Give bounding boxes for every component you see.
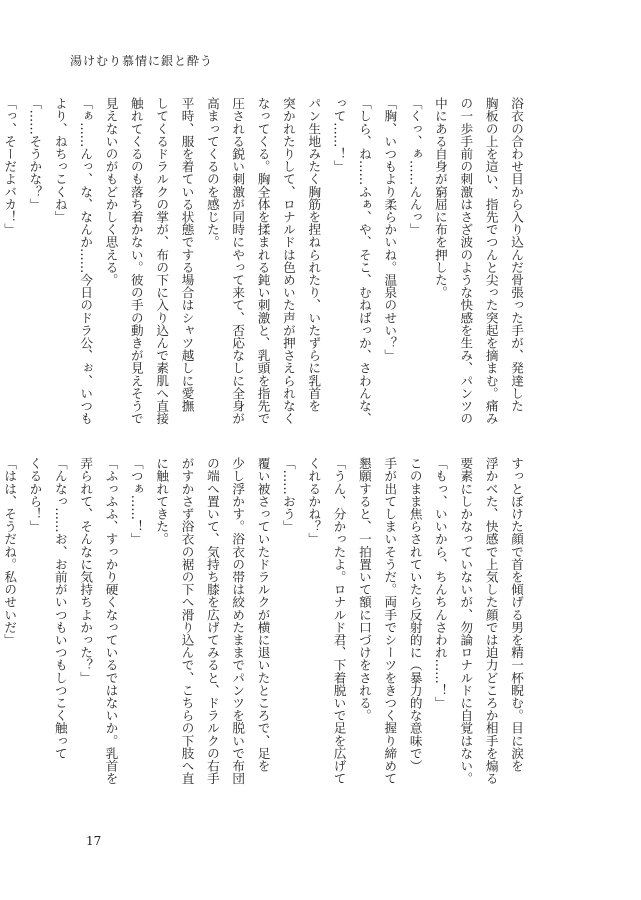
text-line: の端へ置いて、気持ち膝を広げてみると、ドラルクの右手 (204, 457, 220, 785)
text-line: 「ぁ……んっ、な、なんか……今日のドラ公、ぉ、いつも (78, 97, 94, 425)
running-head: 湯けむり慕情に銀と酔う (70, 54, 214, 68)
text-line: 懇願すると、一拍置いて額に口づけをされる。 (356, 457, 372, 722)
text-column-top (2, 97, 529, 425)
text-line: に触れてきた。 (154, 457, 170, 546)
text-line: なってくる。胸全体を揉まれる鈍い刺激と、乳頭を指先で (255, 97, 271, 425)
text-line: すっとぼけた顔で首を傾げる男を精一杯睨む。目に涙を (509, 457, 524, 772)
text-line: 胸板の上を這い、指先でつんと尖った突起を摘まむ。痛み (483, 97, 499, 425)
text-line: 高まってくるのを感じた。 (204, 97, 220, 249)
text-line: 「しら、ね……ふぁ、や、そこ、むねばっか、さわんな、 (356, 97, 372, 425)
text-line: このまま焦らされていたら反射的に（暴力的な意味で） (407, 457, 423, 772)
text-line: がすかさず浴衣の裾の下へ滑り込んで、こちらの下肢へ直 (179, 457, 195, 785)
text-line: 「もっ、いいから、ちんちんさわれ……！」 (432, 457, 448, 709)
text-line: くれるかね？」 (306, 457, 322, 546)
text-line: 突かれたりして、ロナルドは色めいた声が押さえられなく (280, 97, 296, 425)
text-line: くるから！」 (27, 457, 43, 533)
text-line: 浮かべた、快感で上気した顔では迫力どころか相手を煽る (483, 457, 499, 785)
text-line: 触れてくるのも落ち着かない。彼の手の動きが見えそうで (128, 97, 144, 425)
text-line: 「……おう」 (280, 457, 296, 533)
text-line: 「つぁ……！」 (128, 457, 144, 546)
text-line: 「んなっ……お、お前がいつもいつもしつこく触って (52, 457, 68, 760)
text-line: 「……そうかな？」 (27, 97, 43, 211)
text-column-bottom (2, 457, 529, 785)
page-number: 17 (86, 834, 102, 848)
text-line: 「っ、そーだよバカ！」 (2, 97, 18, 236)
text-line: 「胸、いつもより柔らかいね。温泉のせい？」 (382, 97, 398, 362)
text-line: 平時、服を着ている状態でする場合はシャツ越しに愛撫 (179, 97, 195, 412)
text-line: 「はは、そうだね。私のせいだ」 (2, 457, 18, 646)
text-line: 「うん、分かったよ。ロナルド君、下着脱いで足を広げて (331, 457, 347, 785)
text-line: 浴衣の合わせ目から入り込んだ骨張った手が、発達した (509, 97, 524, 412)
text-line: って……！」 (331, 97, 347, 173)
text-line: 少し浮かす。浴衣の帯は絞めたままでパンツを脱いで布団 (230, 457, 246, 785)
text-line: してくるドラルクの掌が、布の下に入り込んで素肌へ直接 (154, 97, 170, 425)
text-line: 要素にしかなっていないが、勿論ロナルドに自覚はない。 (458, 457, 474, 785)
text-line: 見えないのがもどかしく思える。 (103, 97, 119, 286)
text-line: より、ねちっこくね」 (52, 97, 68, 223)
text-line: 手が出てしまいそうだ。両手でシーツをきつく握り締めて (382, 457, 398, 785)
text-line: の一歩手前の刺激はさざ波のような快感を生み、パンツの (458, 97, 474, 425)
text-line: 覆い被さっていたドラルクが横に退いたところで、足を (255, 457, 271, 772)
text-line: 「ふっふふ、すっかり硬くなっているではないか。乳首を (103, 457, 119, 785)
text-line: 中にある自身が窮屈に布を押した。 (432, 97, 448, 299)
text-line: パン生地みたく胸筋を捏ねられたり、いたずらに乳首を (306, 97, 322, 412)
text-line: 「くっ、ぁ……んんっ」 (407, 97, 423, 236)
text-line: 圧される鋭い刺激が同時にやって来て、否応なしに全身が (230, 97, 246, 425)
text-line: 弄られて、そんなに気持ちよかった？」 (78, 457, 94, 684)
